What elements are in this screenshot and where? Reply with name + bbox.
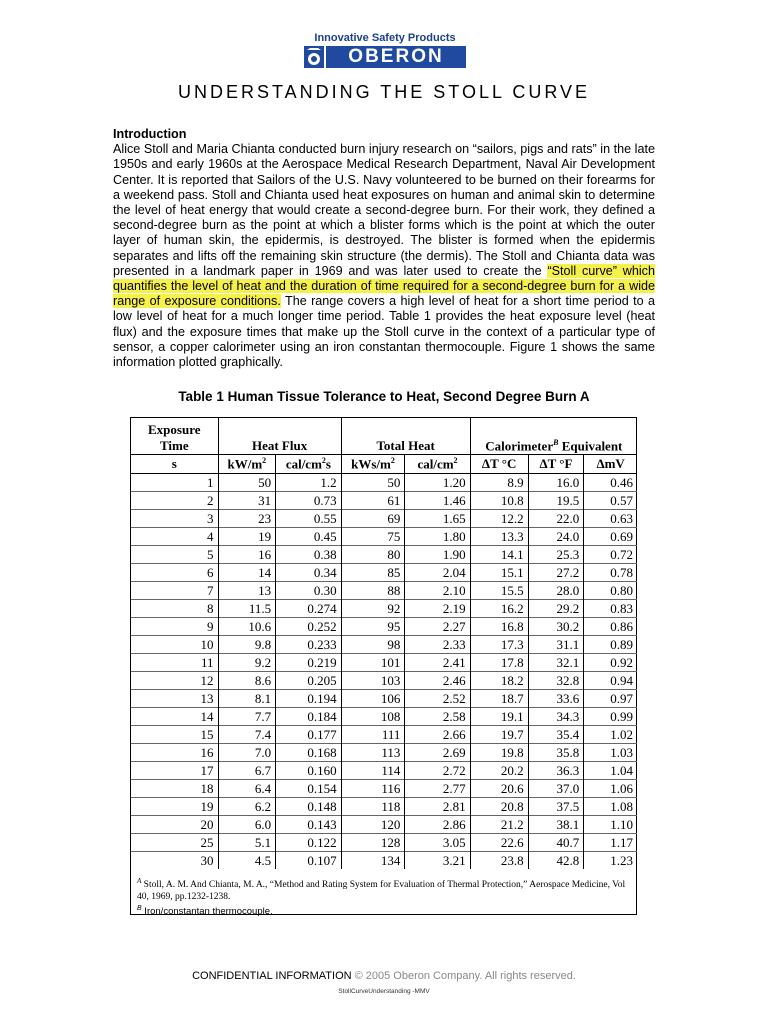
- cal-rate-cell: 0.205: [276, 672, 341, 690]
- table-row: [131, 474, 637, 492]
- mv-cell: 0.86: [584, 618, 637, 636]
- cal-rate-cell: 0.122: [276, 834, 341, 852]
- mv-cell: 0.63: [584, 510, 637, 528]
- cal-rate-cell: 0.38: [276, 546, 341, 564]
- kws-cell: 113: [341, 744, 405, 762]
- mv-cell: 1.17: [584, 834, 637, 852]
- cal-total-cell: 3.05: [405, 834, 470, 852]
- mv-cell: 1.03: [584, 744, 637, 762]
- cal-total-cell: 2.86: [405, 816, 470, 834]
- kw-cell: 7.0: [218, 744, 276, 762]
- dtf-cell: 35.8: [528, 744, 584, 762]
- cal-total-cell: 2.52: [405, 690, 470, 708]
- dtf-cell: 32.1: [528, 654, 584, 672]
- kw-cell: 50: [218, 474, 276, 492]
- exposure-cell: 18: [131, 780, 218, 798]
- kw-cell: 16: [218, 546, 276, 564]
- kw-cell: 5.1: [218, 834, 276, 852]
- cal-rate-cell: 0.168: [276, 744, 341, 762]
- exposure-cell: 4: [131, 528, 218, 546]
- dtc-cell: 19.8: [470, 744, 528, 762]
- kw-cell: 9.8: [218, 636, 276, 654]
- cal-rate-cell: 0.55: [276, 510, 341, 528]
- exposure-cell: 10: [131, 636, 218, 654]
- intro-text-after: The range covers a high level of heat for a short time period to a low level of heat for a much longer time period. Table 1 provides the heat exposure level (heat flux) and the exposure times that make up the Stoll curve in the context of a particular type of sensor, a copper calorimeter using an iron constantan thermocouple. Figure 1 shows the same information plotted graphically.: [113, 294, 655, 370]
- mv-cell: 0.72: [584, 546, 637, 564]
- table-row: [131, 816, 637, 834]
- table-row: [131, 834, 637, 852]
- heat-flux-header: Heat Flux: [218, 418, 341, 455]
- kws-cell: 134: [341, 852, 405, 870]
- kws-cell: 101: [341, 654, 405, 672]
- dtc-cell: 17.3: [470, 636, 528, 654]
- intro-text-before: Alice Stoll and Maria Chianta conducted burn injury research on “sailors, pigs and rats” in the late 1950s and early 1960s at the Aerospace Medical Research Department, Naval Air Development Center. It is reported that Sailors of the U.S. Navy volunteered to be burned on their forearms for a weekend pass. Stoll and Chianta used heat exposures on human and animal skin to determine the level of heat energy that would create a second-degree burn. For their work, they defined a second-degree burn as the point at which a blister forms which is the point at which the outer layer of human skin, the epidermis, is destroyed. The blister is formed when the epidermis separates and lifts off the remaining skin structure (the dermis). The Stoll and Chianta data was presented in a landmark paper in 1969 and was later used to create the: [113, 142, 655, 278]
- kw-cell: 8.6: [218, 672, 276, 690]
- logo-tagline: Innovative Safety Products: [314, 32, 456, 44]
- kws-cell: 98: [341, 636, 405, 654]
- dtc-cell: 14.1: [470, 546, 528, 564]
- kws-cell: 92: [341, 600, 405, 618]
- dtc-cell: 19.1: [470, 708, 528, 726]
- cal-rate-cell: 0.160: [276, 762, 341, 780]
- footnote-b: $^B$ Iron/constantan thermocouple.: [137, 905, 273, 918]
- cal-total-cell: 2.04: [405, 564, 470, 582]
- dtc-cell: 10.8: [470, 492, 528, 510]
- kws-cell: 128: [341, 834, 405, 852]
- table-row: [131, 780, 637, 798]
- dtc-cell: 18.2: [470, 672, 528, 690]
- exposure-cell: 7: [131, 582, 218, 600]
- kw-cell: 6.7: [218, 762, 276, 780]
- mv-cell: 0.80: [584, 582, 637, 600]
- table-caption: Table 1 Human Tissue Tolerance to Heat, Second Degree Burn A: [178, 389, 590, 404]
- table-row: [131, 852, 637, 870]
- cal-rate-cell: 0.184: [276, 708, 341, 726]
- dtc-cell: 19.7: [470, 726, 528, 744]
- cal-total-cell: 2.46: [405, 672, 470, 690]
- kws-cell: 85: [341, 564, 405, 582]
- unit-delta-t-f: ΔT °F: [528, 455, 584, 474]
- dtc-cell: 15.5: [470, 582, 528, 600]
- table-row: [131, 654, 637, 672]
- footer-confidential: CONFIDENTIAL INFORMATION: [192, 970, 352, 982]
- kws-cell: 103: [341, 672, 405, 690]
- dtc-cell: 23.8: [470, 852, 528, 870]
- cal-rate-cell: 0.34: [276, 564, 341, 582]
- cal-rate-cell: 0.219: [276, 654, 341, 672]
- kw-cell: 13: [218, 582, 276, 600]
- table-row: [131, 672, 637, 690]
- kw-cell: 14: [218, 564, 276, 582]
- exposure-cell: 30: [131, 852, 218, 870]
- table-row: [131, 708, 637, 726]
- dtc-cell: 20.6: [470, 780, 528, 798]
- mv-cell: 0.69: [584, 528, 637, 546]
- cal-total-cell: 2.77: [405, 780, 470, 798]
- cal-total-cell: 2.58: [405, 708, 470, 726]
- kw-cell: 19: [218, 528, 276, 546]
- kw-cell: 6.0: [218, 816, 276, 834]
- mv-cell: 1.23: [584, 852, 637, 870]
- cal-total-cell: 1.90: [405, 546, 470, 564]
- dtf-cell: 16.0: [528, 474, 584, 492]
- total-heat-header: Total Heat: [341, 418, 470, 455]
- cal-total-cell: 1.65: [405, 510, 470, 528]
- cal-total-cell: 2.66: [405, 726, 470, 744]
- exposure-cell: 3: [131, 510, 218, 528]
- kws-cell: 111: [341, 726, 405, 744]
- dtf-cell: 32.8: [528, 672, 584, 690]
- table-row: [131, 492, 637, 510]
- dtf-cell: 22.0: [528, 510, 584, 528]
- kws-cell: 118: [341, 798, 405, 816]
- calorimeter-header: Calorimeter$^B$ Equivalent: [470, 418, 637, 455]
- introduction-paragraph: [113, 142, 655, 370]
- table-references: [137, 876, 631, 918]
- exposure-cell: 20: [131, 816, 218, 834]
- cal-rate-cell: 0.233: [276, 636, 341, 654]
- exposure-cell: 14: [131, 708, 218, 726]
- kws-cell: 80: [341, 546, 405, 564]
- footnote-a: $^A$ Stoll, A. M. And Chianta, M. A., “Method and Rating System for Evaluation of Thermal Protection,” Aerospace Medicine, Vol 40, 1969, pp.1232-1238.: [137, 877, 626, 902]
- cal-rate-cell: 0.45: [276, 528, 341, 546]
- dtf-cell: 29.2: [528, 600, 584, 618]
- mv-cell: 1.08: [584, 798, 637, 816]
- cal-rate-cell: 0.274: [276, 600, 341, 618]
- dtf-cell: 36.3: [528, 762, 584, 780]
- exposure-cell: 5: [131, 546, 218, 564]
- cal-total-cell: 1.80: [405, 528, 470, 546]
- mv-cell: 1.02: [584, 726, 637, 744]
- mv-cell: 1.10: [584, 816, 637, 834]
- dtf-cell: 31.1: [528, 636, 584, 654]
- dtf-cell: 19.5: [528, 492, 584, 510]
- mv-cell: 0.94: [584, 672, 637, 690]
- dtf-cell: 37.5: [528, 798, 584, 816]
- dtf-cell: 28.0: [528, 582, 584, 600]
- mv-cell: 0.46: [584, 474, 637, 492]
- mv-cell: 0.99: [584, 708, 637, 726]
- kw-cell: 11.5: [218, 600, 276, 618]
- exposure-cell: 11: [131, 654, 218, 672]
- table-row: [131, 762, 637, 780]
- dtf-cell: 34.3: [528, 708, 584, 726]
- oberon-logo: [300, 32, 470, 72]
- dtf-cell: 33.6: [528, 690, 584, 708]
- mv-cell: 0.57: [584, 492, 637, 510]
- kws-cell: 50: [341, 474, 405, 492]
- tissue-tolerance-table: [131, 418, 637, 869]
- table-row: [131, 636, 637, 654]
- kws-cell: 120: [341, 816, 405, 834]
- table-row: [131, 582, 637, 600]
- dtc-cell: 20.8: [470, 798, 528, 816]
- introduction-heading: Introduction: [113, 127, 187, 141]
- table-row: [131, 690, 637, 708]
- mv-cell: 1.04: [584, 762, 637, 780]
- cal-total-cell: 2.27: [405, 618, 470, 636]
- dtc-cell: 12.2: [470, 510, 528, 528]
- kw-cell: 10.6: [218, 618, 276, 636]
- exposure-cell: 12: [131, 672, 218, 690]
- table-row: [131, 600, 637, 618]
- table-unit-header-row: [131, 455, 637, 474]
- unit-delta-t-c: ΔT °C: [470, 455, 528, 474]
- kws-cell: 114: [341, 762, 405, 780]
- cal-total-cell: 2.10: [405, 582, 470, 600]
- table-row: [131, 744, 637, 762]
- exposure-cell: 13: [131, 690, 218, 708]
- kws-cell: 108: [341, 708, 405, 726]
- dtc-cell: 17.8: [470, 654, 528, 672]
- document-title: UNDERSTANDING THE STOLL CURVE: [177, 82, 591, 102]
- cal-rate-cell: 0.30: [276, 582, 341, 600]
- kws-cell: 75: [341, 528, 405, 546]
- kw-cell: 31: [218, 492, 276, 510]
- exposure-time-header: Exposure Time: [148, 422, 201, 453]
- table-row: [131, 510, 637, 528]
- page-footer: [0, 970, 768, 982]
- cal-total-cell: 1.20: [405, 474, 470, 492]
- exposure-cell: 6: [131, 564, 218, 582]
- mv-cell: 0.92: [584, 654, 637, 672]
- kw-cell: 23: [218, 510, 276, 528]
- exposure-cell: 19: [131, 798, 218, 816]
- dtc-cell: 8.9: [470, 474, 528, 492]
- exposure-cell: 2: [131, 492, 218, 510]
- cal-rate-cell: 1.2: [276, 474, 341, 492]
- table-group-header-row: [131, 418, 637, 455]
- dtc-cell: 13.3: [470, 528, 528, 546]
- unit-kw-m2: $kW/m^2$: [218, 455, 276, 474]
- cal-total-cell: 2.33: [405, 636, 470, 654]
- kws-cell: 88: [341, 582, 405, 600]
- exposure-cell: 25: [131, 834, 218, 852]
- dtc-cell: 18.7: [470, 690, 528, 708]
- table-row: [131, 528, 637, 546]
- kws-cell: 69: [341, 510, 405, 528]
- dtf-cell: 24.0: [528, 528, 584, 546]
- introduction-section: [113, 127, 655, 370]
- dtc-cell: 21.2: [470, 816, 528, 834]
- kw-cell: 6.2: [218, 798, 276, 816]
- mv-cell: 0.97: [584, 690, 637, 708]
- unit-cal-cm2: cal/$cm^2$: [405, 455, 470, 474]
- cal-total-cell: 2.72: [405, 762, 470, 780]
- kw-cell: 4.5: [218, 852, 276, 870]
- cal-total-cell: 2.41: [405, 654, 470, 672]
- unit-seconds: s: [131, 455, 218, 474]
- cal-rate-cell: 0.73: [276, 492, 341, 510]
- mv-cell: 1.06: [584, 780, 637, 798]
- cal-total-cell: 2.81: [405, 798, 470, 816]
- dtf-cell: 30.2: [528, 618, 584, 636]
- exposure-cell: 1: [207, 475, 214, 490]
- dtf-cell: 42.8: [528, 852, 584, 870]
- dtc-cell: 22.6: [470, 834, 528, 852]
- unit-cal-cm2-s: cal/$cm^2s$: [276, 455, 341, 474]
- dtf-cell: 35.4: [528, 726, 584, 744]
- footer-copyright: © 2005 Oberon Company. All rights reserved.: [351, 970, 576, 982]
- stoll-curve-highlight: “Stoll curve” which quantifies the level of heat and the duration of time required for a second-degree burn for a wide range of exposure conditions.: [113, 263, 655, 309]
- cal-rate-cell: 0.148: [276, 798, 341, 816]
- table-row: [131, 564, 637, 582]
- unit-delta-mv: ΔmV: [584, 455, 637, 474]
- table-row: [131, 546, 637, 564]
- footer-document-id: StollCurveUnderstanding -MMV: [338, 988, 430, 995]
- exposure-cell: 16: [131, 744, 218, 762]
- kws-cell: 95: [341, 618, 405, 636]
- table-row: [131, 798, 637, 816]
- table-row: [131, 618, 637, 636]
- exposure-cell: 9: [131, 618, 218, 636]
- dtc-cell: 20.2: [470, 762, 528, 780]
- logo-wordmark: OBERON: [326, 46, 466, 68]
- dtf-cell: 40.7: [528, 834, 584, 852]
- dtc-cell: 15.1: [470, 564, 528, 582]
- kws-cell: 61: [341, 492, 405, 510]
- table-row: [131, 726, 637, 744]
- cal-rate-cell: 0.194: [276, 690, 341, 708]
- cal-rate-cell: 0.154: [276, 780, 341, 798]
- oberon-mark-icon: [304, 46, 324, 68]
- kw-cell: 7.7: [218, 708, 276, 726]
- dtf-cell: 38.1: [528, 816, 584, 834]
- dtf-cell: 25.3: [528, 546, 584, 564]
- dtc-cell: 16.2: [470, 600, 528, 618]
- kws-cell: 116: [341, 780, 405, 798]
- unit-kws-m2: kWs/$m^2$: [341, 455, 405, 474]
- cal-total-cell: 3.21: [405, 852, 470, 870]
- kw-cell: 7.4: [218, 726, 276, 744]
- cal-rate-cell: 0.252: [276, 618, 341, 636]
- cal-rate-cell: 0.143: [276, 816, 341, 834]
- cal-total-cell: 2.19: [405, 600, 470, 618]
- mv-cell: 0.83: [584, 600, 637, 618]
- exposure-cell: 15: [131, 726, 218, 744]
- cal-total-cell: 1.46: [405, 492, 470, 510]
- dtf-cell: 37.0: [528, 780, 584, 798]
- kw-cell: 6.4: [218, 780, 276, 798]
- mv-cell: 0.89: [584, 636, 637, 654]
- kw-cell: 9.2: [218, 654, 276, 672]
- kws-cell: 106: [341, 690, 405, 708]
- dtc-cell: 16.8: [470, 618, 528, 636]
- cal-rate-cell: 0.107: [276, 852, 341, 870]
- cal-total-cell: 2.69: [405, 744, 470, 762]
- exposure-cell: 17: [131, 762, 218, 780]
- dtf-cell: 27.2: [528, 564, 584, 582]
- mv-cell: 0.78: [584, 564, 637, 582]
- kw-cell: 8.1: [218, 690, 276, 708]
- tolerance-table-frame: [130, 417, 637, 918]
- exposure-cell: 8: [131, 600, 218, 618]
- cal-rate-cell: 0.177: [276, 726, 341, 744]
